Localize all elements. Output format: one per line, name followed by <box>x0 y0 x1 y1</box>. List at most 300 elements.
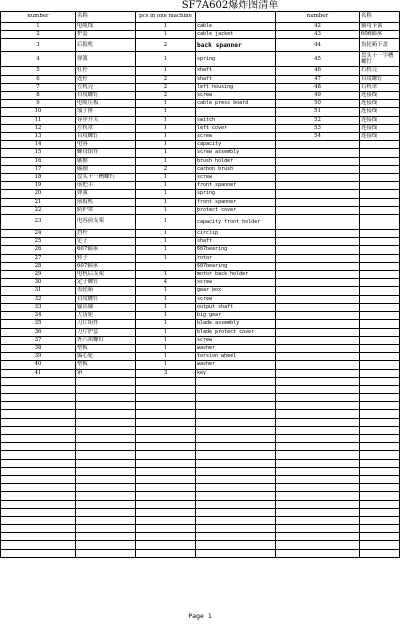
cell-part: front spanner <box>196 198 276 206</box>
empty-cell <box>136 475 196 483</box>
empty-cell <box>196 541 276 549</box>
cell-number-2 <box>276 174 360 182</box>
table-row <box>1 108 400 116</box>
table-row <box>1 52 400 67</box>
empty-cell <box>1 402 76 410</box>
cell-name-2 <box>360 328 400 336</box>
cell-number: 29 <box>1 271 76 279</box>
cell-number-2 <box>276 320 360 328</box>
cell-name-2 <box>360 303 400 311</box>
empty-cell <box>1 533 76 541</box>
cell-number-2 <box>276 165 360 173</box>
table-row <box>1 312 400 320</box>
cell-name: 电机后支架 <box>76 271 136 279</box>
empty-row <box>1 467 400 475</box>
empty-cell <box>276 402 360 410</box>
empty-cell <box>276 508 360 516</box>
empty-row <box>1 500 400 508</box>
empty-cell <box>76 525 136 533</box>
empty-row <box>1 385 400 393</box>
empty-cell <box>1 516 76 524</box>
empty-cell <box>276 492 360 500</box>
empty-cell <box>360 435 400 443</box>
empty-cell <box>76 451 136 459</box>
cell-part: front spanner <box>196 182 276 190</box>
cell-part: cable jacket <box>196 31 276 39</box>
empty-cell <box>360 385 400 393</box>
empty-cell <box>196 418 276 426</box>
cell-number-2 <box>276 206 360 214</box>
cell-name: 护套 <box>76 31 136 39</box>
cell-qty: 1 <box>136 190 196 198</box>
cell-name: 端子排 <box>76 108 136 116</box>
empty-row <box>1 402 400 410</box>
header-name-2: 名称 <box>360 12 400 23</box>
empty-cell <box>276 394 360 402</box>
cell-qty: 1 <box>136 303 196 311</box>
cell-qty: 2 <box>136 39 196 52</box>
cell-name-2 <box>360 149 400 157</box>
empty-cell <box>196 508 276 516</box>
empty-cell <box>76 443 136 451</box>
cell-name: 刀片护套 <box>76 328 136 336</box>
empty-row <box>1 533 400 541</box>
empty-cell <box>76 394 136 402</box>
cell-name-2 <box>360 254 400 262</box>
empty-cell <box>76 492 136 500</box>
cell-number-2 <box>276 182 360 190</box>
empty-cell <box>196 525 276 533</box>
table-row <box>1 100 400 108</box>
cell-qty: 1 <box>136 124 196 132</box>
cell-qty: 1 <box>136 246 196 254</box>
cell-number-2 <box>276 190 360 198</box>
table-row <box>1 344 400 352</box>
cell-part: washer <box>196 344 276 352</box>
empty-cell <box>76 426 136 434</box>
cell-number: 12 <box>1 124 76 132</box>
cell-name: 大齿轮 <box>76 312 136 320</box>
cell-name-2: 连接线 <box>360 124 400 132</box>
cell-number: 37 <box>1 336 76 344</box>
cell-name-2 <box>360 271 400 279</box>
table-row <box>1 39 400 52</box>
cell-part: screw <box>196 174 276 182</box>
table-row <box>1 141 400 149</box>
cell-name-2 <box>360 246 400 254</box>
cell-number-2 <box>276 215 360 230</box>
cell-name-2: 右机壳 <box>360 67 400 75</box>
empty-cell <box>196 533 276 541</box>
cell-part: cable press board <box>196 100 276 108</box>
cell-number-2 <box>276 369 360 377</box>
empty-cell <box>276 418 360 426</box>
cell-name-2 <box>360 182 400 190</box>
empty-cell <box>360 402 400 410</box>
cell-qty: 1 <box>136 238 196 246</box>
cell-name-2 <box>360 174 400 182</box>
empty-cell <box>360 541 400 549</box>
empty-cell <box>360 492 400 500</box>
cell-name: 刀片组件 <box>76 320 136 328</box>
empty-cell <box>1 443 76 451</box>
empty-cell <box>196 492 276 500</box>
cell-name: 电容前支架 <box>76 215 136 230</box>
empty-cell <box>136 394 196 402</box>
empty-row <box>1 377 400 385</box>
cell-number: 14 <box>1 141 76 149</box>
cell-name-2: 连接线 <box>360 100 400 108</box>
empty-cell <box>360 426 400 434</box>
cell-qty: 1 <box>136 361 196 369</box>
empty-cell <box>136 516 196 524</box>
empty-cell <box>276 533 360 541</box>
cell-number: 5 <box>1 67 76 75</box>
cell-name-2: 右机罩 <box>360 83 400 91</box>
empty-cell <box>136 541 196 549</box>
cell-name-2 <box>360 230 400 238</box>
cell-name: 垫板 <box>76 361 136 369</box>
cell-number-2: 49 <box>276 92 360 100</box>
cell-qty: 1 <box>136 182 196 190</box>
empty-cell <box>276 459 360 467</box>
cell-qty: 2 <box>136 92 196 100</box>
empty-cell <box>360 451 400 459</box>
cell-name: 弹簧 <box>76 52 136 67</box>
cell-number-2 <box>276 312 360 320</box>
empty-cell <box>76 435 136 443</box>
table-row <box>1 198 400 206</box>
cell-number: 35 <box>1 320 76 328</box>
empty-cell <box>1 484 76 492</box>
parts-table <box>0 11 400 558</box>
cell-name-2 <box>360 279 400 287</box>
table-row <box>1 254 400 262</box>
empty-cell <box>76 467 136 475</box>
table-row <box>1 182 400 190</box>
cell-qty: 4 <box>136 279 196 287</box>
cell-qty: 2 <box>136 165 196 173</box>
table-row <box>1 165 400 173</box>
cell-qty: 1 <box>136 328 196 336</box>
cell-qty: 1 <box>136 149 196 157</box>
cell-number-2 <box>276 271 360 279</box>
cell-qty: 1 <box>136 271 196 279</box>
cell-part: brush holder <box>196 157 276 165</box>
empty-cell <box>76 533 136 541</box>
cell-number-2 <box>276 238 360 246</box>
empty-cell <box>360 394 400 402</box>
empty-cell <box>360 500 400 508</box>
cell-number: 11 <box>1 116 76 124</box>
empty-cell <box>136 533 196 541</box>
page-title: SF7A602爆炸图清单 <box>181 0 279 11</box>
empty-row <box>1 549 400 557</box>
empty-cell <box>276 516 360 524</box>
cell-name: 电容 <box>76 141 136 149</box>
cell-part: left cover <box>196 124 276 132</box>
cell-name-2 <box>360 141 400 149</box>
cell-number-2: 46 <box>276 67 360 75</box>
cell-part: shaft <box>196 75 276 83</box>
cell-number: 39 <box>1 353 76 361</box>
empty-cell <box>276 410 360 418</box>
cell-part: circlip <box>196 230 276 238</box>
empty-cell <box>360 377 400 385</box>
empty-row <box>1 508 400 516</box>
empty-cell <box>136 459 196 467</box>
empty-row <box>1 435 400 443</box>
cell-qty: 1 <box>136 52 196 67</box>
cell-name-2 <box>360 215 400 230</box>
empty-cell <box>360 508 400 516</box>
cell-number-2 <box>276 198 360 206</box>
cell-number: 21 <box>1 198 76 206</box>
cell-name: 杠杆 <box>76 67 136 75</box>
cell-name-2 <box>360 157 400 165</box>
cell-number-2 <box>276 336 360 344</box>
table-row <box>1 262 400 270</box>
empty-cell <box>1 541 76 549</box>
table-row <box>1 320 400 328</box>
cell-qty: 1 <box>136 108 196 116</box>
table-row <box>1 133 400 141</box>
empty-cell <box>136 435 196 443</box>
cell-name-2 <box>360 198 400 206</box>
empty-cell <box>1 418 76 426</box>
empty-cell <box>1 525 76 533</box>
cell-name: 自攻螺钉 <box>76 295 136 303</box>
cell-number: 24 <box>1 230 76 238</box>
cell-number-2: 53 <box>276 124 360 132</box>
cell-qty: 1 <box>136 116 196 124</box>
cell-name-2 <box>360 344 400 352</box>
empty-cell <box>136 525 196 533</box>
cell-name: 螺母组件 <box>76 149 136 157</box>
empty-cell <box>76 484 136 492</box>
cell-qty: 1 <box>136 287 196 295</box>
cell-name-2: 盘头十一字槽螺钉 <box>360 52 400 67</box>
empty-row <box>1 516 400 524</box>
cell-name: 自攻螺钉 <box>76 133 136 141</box>
cell-name-2 <box>360 369 400 377</box>
cell-part: spring <box>196 190 276 198</box>
cell-number: 6 <box>1 75 76 83</box>
empty-cell <box>360 533 400 541</box>
cell-number-2: 42 <box>276 23 360 31</box>
cell-number-2: 50 <box>276 100 360 108</box>
empty-cell <box>196 516 276 524</box>
cell-part: spring <box>196 52 276 67</box>
empty-cell <box>360 475 400 483</box>
cell-name: 刷握 <box>76 157 136 165</box>
cell-qty: 1 <box>136 353 196 361</box>
empty-cell <box>136 508 196 516</box>
empty-row <box>1 484 400 492</box>
empty-cell <box>76 459 136 467</box>
cell-number-2 <box>276 254 360 262</box>
cell-name-2 <box>360 353 400 361</box>
table-row <box>1 149 400 157</box>
cell-name: 后扳机 <box>76 39 136 52</box>
cell-qty: 1 <box>136 100 196 108</box>
empty-cell <box>196 500 276 508</box>
cell-part: capacity <box>196 141 276 149</box>
cell-name: 定子 <box>76 238 136 246</box>
empty-cell <box>276 484 360 492</box>
cell-name: 齿轮箱 <box>76 287 136 295</box>
cell-number-2 <box>276 361 360 369</box>
empty-cell <box>276 475 360 483</box>
cell-qty: 1 <box>136 254 196 262</box>
cell-number-2 <box>276 157 360 165</box>
empty-cell <box>76 508 136 516</box>
cell-number: 34 <box>1 312 76 320</box>
cell-number: 22 <box>1 206 76 214</box>
cell-number-2 <box>276 230 360 238</box>
empty-cell <box>196 402 276 410</box>
empty-cell <box>1 385 76 393</box>
empty-cell <box>196 549 276 557</box>
cell-number-2: 44 <box>276 39 360 52</box>
table-row <box>1 336 400 344</box>
empty-cell <box>360 549 400 557</box>
cell-name: 607轴承 <box>76 246 136 254</box>
cell-qty: 1 <box>136 295 196 303</box>
cell-qty: 1 <box>136 312 196 320</box>
table-row <box>1 83 400 91</box>
empty-cell <box>76 377 136 385</box>
table-row <box>1 124 400 132</box>
empty-cell <box>196 475 276 483</box>
header-name: 名称 <box>76 12 136 23</box>
table-row <box>1 287 400 295</box>
cell-qty: 1 <box>136 198 196 206</box>
empty-cell <box>360 443 400 451</box>
empty-cell <box>196 377 276 385</box>
table-row <box>1 279 400 287</box>
table-row <box>1 353 400 361</box>
cell-number: 26 <box>1 246 76 254</box>
empty-cell <box>276 541 360 549</box>
cell-name: 连杆 <box>76 75 136 83</box>
table-row <box>1 157 400 165</box>
empty-cell <box>360 418 400 426</box>
cell-number: 4 <box>1 52 76 67</box>
table-row <box>1 215 400 230</box>
table-row <box>1 23 400 31</box>
empty-cell <box>276 443 360 451</box>
cell-number-2: 45 <box>276 52 360 67</box>
cell-number-2 <box>276 149 360 157</box>
empty-cell <box>276 525 360 533</box>
header-number: number <box>1 12 76 23</box>
cell-name: 定子螺钉 <box>76 279 136 287</box>
empty-cell <box>76 402 136 410</box>
empty-cell <box>136 410 196 418</box>
empty-row <box>1 410 400 418</box>
empty-cell <box>76 418 136 426</box>
cell-qty: 1 <box>136 344 196 352</box>
cell-part <box>196 108 276 116</box>
cell-number: 3 <box>1 39 76 52</box>
cell-part: screw <box>196 92 276 100</box>
cell-part: torsion wheel <box>196 353 276 361</box>
empty-cell <box>136 492 196 500</box>
cell-part: cable <box>196 23 276 31</box>
cell-number: 20 <box>1 190 76 198</box>
cell-name: 转子 <box>76 254 136 262</box>
empty-cell <box>1 500 76 508</box>
table-row <box>1 238 400 246</box>
empty-cell <box>1 508 76 516</box>
cell-name: 输出轴 <box>76 303 136 311</box>
empty-cell <box>196 435 276 443</box>
cell-number: 7 <box>1 83 76 91</box>
cell-number: 40 <box>1 361 76 369</box>
empty-cell <box>276 426 360 434</box>
table-row <box>1 67 400 75</box>
cell-name: 偏心轮 <box>76 353 136 361</box>
cell-name: 自攻螺钉 <box>76 92 136 100</box>
cell-qty: 1 <box>136 31 196 39</box>
cell-name: 前把手 <box>76 182 136 190</box>
cell-name: 外六角螺钉 <box>76 336 136 344</box>
cell-name-2 <box>360 361 400 369</box>
table-row <box>1 369 400 377</box>
table-row <box>1 92 400 100</box>
cell-qty: 1 <box>136 133 196 141</box>
empty-cell <box>1 549 76 557</box>
empty-row <box>1 541 400 549</box>
cell-part: 607bearing <box>196 246 276 254</box>
cell-number: 8 <box>1 92 76 100</box>
header-part <box>196 12 276 23</box>
table-row <box>1 271 400 279</box>
cell-name: 防护罩 <box>76 206 136 214</box>
table-header <box>1 12 400 23</box>
empty-cell <box>360 410 400 418</box>
empty-cell <box>196 484 276 492</box>
table-row <box>1 328 400 336</box>
cell-qty: 1 <box>136 336 196 344</box>
cell-qty <box>136 262 196 270</box>
table-row <box>1 174 400 182</box>
empty-row <box>1 443 400 451</box>
empty-cell <box>196 451 276 459</box>
cell-name-2: 轴用卡簧 <box>360 23 400 31</box>
cell-part: key <box>196 369 276 377</box>
cell-number: 2 <box>1 31 76 39</box>
cell-qty: 1 <box>136 215 196 230</box>
empty-cell <box>76 549 136 557</box>
cell-name-2: 606轴承 <box>360 31 400 39</box>
empty-cell <box>76 410 136 418</box>
cell-name: 弹簧 <box>76 190 136 198</box>
empty-cell <box>76 541 136 549</box>
cell-name: 垫板 <box>76 344 136 352</box>
cell-qty: 1 <box>136 23 196 31</box>
table-row <box>1 295 400 303</box>
empty-row <box>1 525 400 533</box>
empty-cell <box>196 394 276 402</box>
empty-cell <box>276 385 360 393</box>
empty-row <box>1 492 400 500</box>
cell-name-2 <box>360 206 400 214</box>
cell-part: blade protect cover <box>196 328 276 336</box>
cell-name: 前扳机 <box>76 198 136 206</box>
empty-cell <box>196 385 276 393</box>
